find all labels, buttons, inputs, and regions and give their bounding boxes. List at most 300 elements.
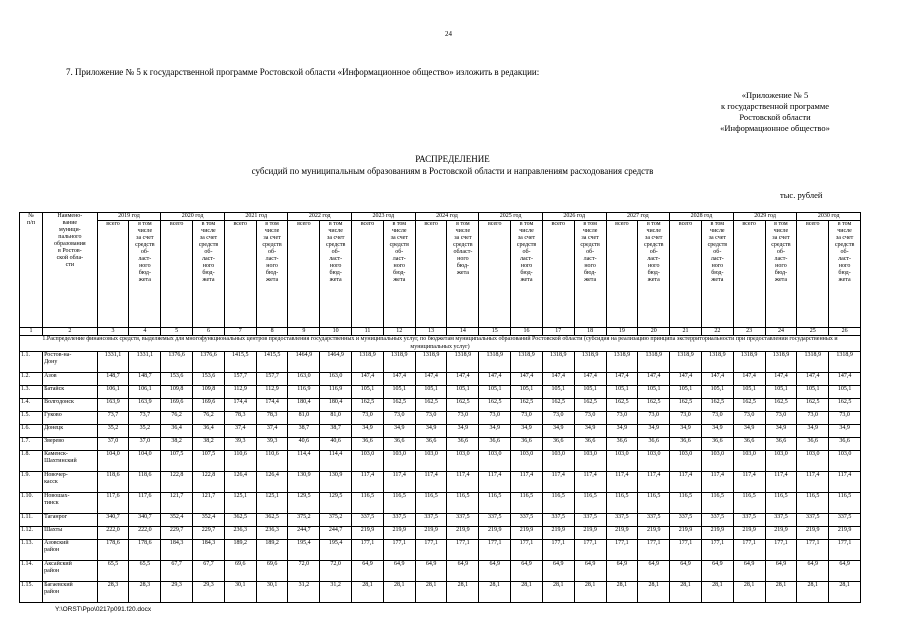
row-value-text: 147,4 [837,373,852,379]
header-total [542,221,574,328]
row-value [161,438,193,451]
row-value [765,425,797,438]
row-value [479,451,511,472]
row-value [670,373,702,386]
header-incl [829,221,861,328]
row-value-text: 64,9 [521,561,532,567]
row-value-text: 105,1 [710,386,725,392]
row-number [20,451,43,472]
row-value [256,412,288,425]
row-value [415,493,447,514]
row-value [511,352,543,373]
table-row [20,412,861,425]
row-value [224,352,256,373]
row-value [829,438,861,451]
row-value [193,373,225,386]
row-value-text: 105,1 [360,386,375,392]
row-value-text: 28,1 [807,582,818,588]
row-value-text: 40,6 [298,438,310,444]
row-value-text: 1318,9 [709,352,726,358]
row-value-text: 1318,9 [550,352,567,358]
row-value [193,527,225,540]
row-value [638,386,670,399]
row-value [479,472,511,493]
row-value-text: 157,7 [265,373,279,379]
row-value-text: 337,5 [392,514,407,520]
row-value [415,425,447,438]
row-value-text: 73,0 [680,412,691,418]
row-value [670,472,702,493]
row-value [224,386,256,399]
row-number [20,373,43,386]
column-number-text: 3 [111,328,115,334]
row-value [129,399,161,412]
row-number-text: 1.8. [21,451,30,457]
row-value-text: 28,1 [680,582,691,588]
row-value [479,438,511,451]
row-value [415,412,447,425]
row-value [670,514,702,527]
row-value [701,425,733,438]
row-value [288,386,320,399]
row-value [733,514,765,527]
row-value [733,386,765,399]
row-value [447,472,479,493]
row-value [97,540,129,561]
row-value-text: 39,3 [235,438,246,444]
row-number [20,561,43,582]
row-value-text: 177,1 [487,540,502,546]
row-value-text: 118,6 [106,472,120,478]
row-municipality [43,386,98,399]
column-number [129,328,161,336]
header-total-text: всего [106,221,120,227]
row-value [193,438,225,451]
row-value-text: 36,6 [425,438,437,444]
row-value [129,451,161,472]
row-value-text: 162,5 [710,399,725,405]
row-value [797,514,829,527]
row-value [97,399,129,412]
row-value [765,412,797,425]
header-incl [320,221,352,328]
column-number [43,328,98,336]
header-total-text: всего [678,221,693,227]
row-value-text: 1464,9 [295,352,313,358]
row-value [447,493,479,514]
row-value [383,561,415,582]
column-number [574,328,606,336]
row-value [97,438,129,451]
row-value-text: 222,0 [138,527,152,533]
row-value-text: 117,4 [615,472,629,478]
row-value-text: 126,4 [233,472,247,478]
row-value [542,514,574,527]
row-value-text: 64,9 [839,561,850,567]
row-value [606,472,638,493]
row-value-text: 125,1 [265,493,279,499]
row-value [224,514,256,527]
row-value-text: 36,6 [680,438,691,444]
row-value [288,493,320,514]
row-value [224,582,256,603]
row-value [765,352,797,373]
row-value-text: 222,0 [106,527,120,533]
row-value-text: 219,9 [615,527,629,533]
row-value-text: 147,4 [551,373,566,379]
row-value-text: 117,4 [519,472,534,478]
row-number-text: 1.11. [21,514,33,520]
intro-text: 7. Приложение № 5 к государственной программе Ростовской области «Информационное общество» изложить в редакции: [66,67,540,77]
row-value-text: 105,1 [583,386,597,392]
row-value-text: 34,9 [553,425,564,431]
row-value [670,399,702,412]
row-value-text: 337,5 [551,514,566,520]
row-value [542,540,574,561]
column-number-row [20,328,861,336]
row-value-text: 28,1 [425,582,437,588]
row-value-text: 64,9 [648,561,659,567]
row-value [606,386,638,399]
column-number [320,328,352,336]
row-value [193,399,225,412]
row-number [20,425,43,438]
row-value [415,451,447,472]
row-value [383,540,415,561]
row-value [479,561,511,582]
row-value [320,373,352,386]
row-value-text: 177,1 [805,540,820,546]
column-number [193,328,225,336]
row-value-text: 126,4 [265,472,279,478]
row-value-text: 76,2 [203,412,214,418]
row-value-text: 129,5 [328,493,343,499]
row-value [161,412,193,425]
row-value-text: 36,6 [839,438,850,444]
row-value [638,582,670,603]
header-year-text: 2027 год [626,213,649,219]
row-value [256,399,288,412]
row-value-text: 177,1 [615,540,629,546]
header-total-text: всего [805,221,820,227]
row-value-text: 36,6 [775,438,787,444]
table-row [20,540,861,561]
row-value-text: 117,4 [837,472,852,478]
header-total-text: всего [742,221,756,227]
row-value [733,472,765,493]
row-value [574,386,606,399]
row-value [193,561,225,582]
row-value [383,514,415,527]
row-value-text: 28,1 [362,582,373,588]
row-value-text: 1415,5 [263,352,281,358]
header-incl-text: в том числе за счет средств об- ласт- ного бюд- жета [834,221,855,283]
header-incl [383,221,415,328]
header-incl-text: в том числе за счет средств об- ласт- ного бюд- жета [771,221,791,283]
row-value [161,386,193,399]
row-value-text: 73,0 [648,412,659,418]
header-incl-text: в том числе за счет средств об- ласт- ного бюд- жета [644,221,664,283]
row-value [829,352,861,373]
row-value [97,472,129,493]
row-value-text: 105,1 [519,386,534,392]
row-value [733,425,765,438]
row-value [129,373,161,386]
row-value-text: 64,9 [680,561,691,567]
row-value-text: 147,4 [615,373,629,379]
row-value [574,472,606,493]
row-value [288,399,320,412]
row-value [542,582,574,603]
row-value-text: 337,5 [487,514,502,520]
row-value-text: 28,1 [616,582,628,588]
row-value [383,582,415,603]
row-value-text: 219,9 [710,527,725,533]
row-value [224,412,256,425]
row-value-text: 73,0 [362,412,373,418]
row-value-text: 337,5 [424,514,438,520]
column-number-text: 1 [29,328,33,334]
row-value [542,493,574,514]
row-value-text: 121,7 [201,493,216,499]
row-value [829,451,861,472]
row-value [256,352,288,373]
row-number-text: 1.9. [21,472,30,478]
row-value-text: 180,4 [297,399,311,405]
row-value-text: 81,0 [330,412,341,418]
row-value-text: 64,9 [425,561,437,567]
row-value [383,451,415,472]
header-row-sub [20,221,861,328]
row-value-text: 1318,9 [486,352,503,358]
row-value-text: 219,9 [837,527,852,533]
row-value [670,527,702,540]
header-total [97,221,129,328]
row-municipality [43,472,98,493]
row-value [161,540,193,561]
row-value-text: 116,5 [837,493,852,499]
row-value [733,540,765,561]
row-value-text: 1318,9 [740,352,758,358]
row-value [511,540,543,561]
row-value [415,582,447,603]
header-total-text: всего [551,221,566,227]
row-value [256,540,288,561]
column-number [606,328,638,336]
row-value-text: 104,0 [106,451,120,457]
row-value-text: 69,6 [266,561,278,567]
header-total [161,221,193,328]
column-number [479,328,511,336]
row-value-text: 105,1 [424,386,438,392]
row-value [542,373,574,386]
header-incl-text: в том числе за счет средств област- ного бюд- жета [453,221,473,276]
row-value [574,373,606,386]
row-value-text: 28,1 [839,582,850,588]
column-number-text: 5 [175,328,179,334]
header-row-years [20,213,861,221]
row-value-text: 110,6 [233,451,247,457]
row-value-text: 162,5 [837,399,852,405]
row-value-text: 37,4 [235,425,246,431]
appendix-line: к государственной программе [720,101,830,111]
row-value-text: 69,6 [235,561,246,567]
row-value-text: 36,6 [807,438,818,444]
row-value-text: 337,5 [583,514,597,520]
row-value [447,451,479,472]
row-value-text: 337,5 [678,514,693,520]
row-value-text: 129,5 [297,493,311,499]
row-value-text: 219,9 [646,527,661,533]
row-value [256,582,288,603]
row-value [193,425,225,438]
row-value [701,472,733,493]
row-value-text: 117,4 [678,472,693,478]
row-value [256,527,288,540]
header-total [224,221,256,328]
row-value-text: 177,1 [774,540,788,546]
row-value [638,493,670,514]
row-value-text: 162,5 [678,399,693,405]
row-value [511,514,543,527]
row-value [606,399,638,412]
row-value [447,386,479,399]
row-value [447,352,479,373]
header-year [415,213,479,221]
row-value [479,493,511,514]
row-value [256,438,288,451]
row-value-text: 162,5 [774,399,788,405]
row-value-text: 72,0 [298,561,310,567]
row-value-text: 157,7 [233,373,247,379]
header-incl-text: в том числе за счет средств об- ласт- ного бюд- жета [389,221,409,283]
row-value [161,527,193,540]
row-value [765,582,797,603]
column-number-text: 6 [206,328,210,334]
row-value [320,386,352,399]
row-value-text: 337,5 [519,514,534,520]
row-value [256,561,288,582]
table-row [20,438,861,451]
row-value [701,373,733,386]
row-value-text: 64,9 [743,561,755,567]
row-value-text: 73,0 [394,412,405,418]
row-value [415,472,447,493]
row-value-text: 36,6 [712,438,723,444]
row-value [288,451,320,472]
row-value [383,527,415,540]
column-number-text: 15 [491,328,498,334]
row-value-text: 28,3 [139,582,151,588]
row-value [638,451,670,472]
column-number-text: 7 [238,328,242,334]
row-value-text: 72,0 [330,561,341,567]
row-value [733,582,765,603]
header-year [606,213,670,221]
row-value-text: 103,0 [519,451,534,457]
row-value-text: 103,0 [805,451,820,457]
row-value-text: 1415,5 [232,352,249,358]
row-value [606,451,638,472]
row-value-text: 1331,1 [136,352,154,358]
row-value-text: 116,5 [615,493,629,499]
row-value-text: 73,0 [839,412,850,418]
row-value-text: 36,6 [648,438,659,444]
row-value [415,352,447,373]
column-number [765,328,797,336]
row-value [479,582,511,603]
row-value [765,514,797,527]
row-municipality [43,373,98,386]
row-value-text: 103,0 [360,451,375,457]
row-value-text: 40,6 [330,438,341,444]
row-value-text: 117,6 [138,493,152,499]
row-municipality-text: Шахты [44,527,63,533]
row-value [638,561,670,582]
subsidy-table-wrap [19,212,861,603]
row-value-text: 177,1 [583,540,597,546]
row-value-text: 1318,9 [645,352,662,358]
row-value [606,438,638,451]
row-value [733,399,765,412]
row-value-text: 116,5 [583,493,597,499]
row-value-text: 28,1 [775,582,787,588]
row-value [129,514,161,527]
row-value [288,438,320,451]
row-value [638,352,670,373]
row-value-text: 163,0 [297,373,311,379]
row-value-text: 38,7 [330,425,341,431]
row-municipality [43,438,98,451]
row-value [288,582,320,603]
row-value-text: 103,0 [424,451,438,457]
row-value [542,412,574,425]
row-value [447,540,479,561]
row-value-text: 174,4 [265,399,279,405]
row-value [415,561,447,582]
column-number-text: 19 [618,328,625,334]
row-number [20,399,43,412]
row-number [20,386,43,399]
row-value-text: 177,1 [742,540,756,546]
row-value [606,514,638,527]
row-value-text: 163,9 [138,399,152,405]
header-year-text: 2026 год [563,213,586,219]
row-municipality-text: Батайск [44,386,65,392]
row-value [383,493,415,514]
row-value-text: 65,5 [139,561,151,567]
row-value [638,540,670,561]
row-value-text: 34,9 [807,425,818,431]
column-number [161,328,193,336]
row-value-text: 219,9 [583,527,597,533]
row-value-text: 375,2 [297,514,311,520]
row-value-text: 64,9 [394,561,405,567]
row-value-text: 219,9 [742,527,756,533]
row-value-text: 64,9 [807,561,818,567]
header-incl [638,221,670,328]
row-value-text: 153,6 [201,373,216,379]
section-title-text: 1.Распределение финансовых средств, выделяемых для многофункциональных центров предоставления государственных и муниципальных услуг, по бюджетам муниципальных образований Ростовской области (субсидия на реализацию принципа экстерриториальности при предоставлении государственных и муниципальных услуг) [42,336,838,350]
row-value [97,527,129,540]
row-value-text: 1318,9 [391,352,408,358]
row-value-text: 116,5 [360,493,375,499]
row-value [224,373,256,386]
row-value-text: 1318,9 [454,352,472,358]
row-value-text: 117,4 [647,472,661,478]
table-row [20,493,861,514]
row-value [415,373,447,386]
